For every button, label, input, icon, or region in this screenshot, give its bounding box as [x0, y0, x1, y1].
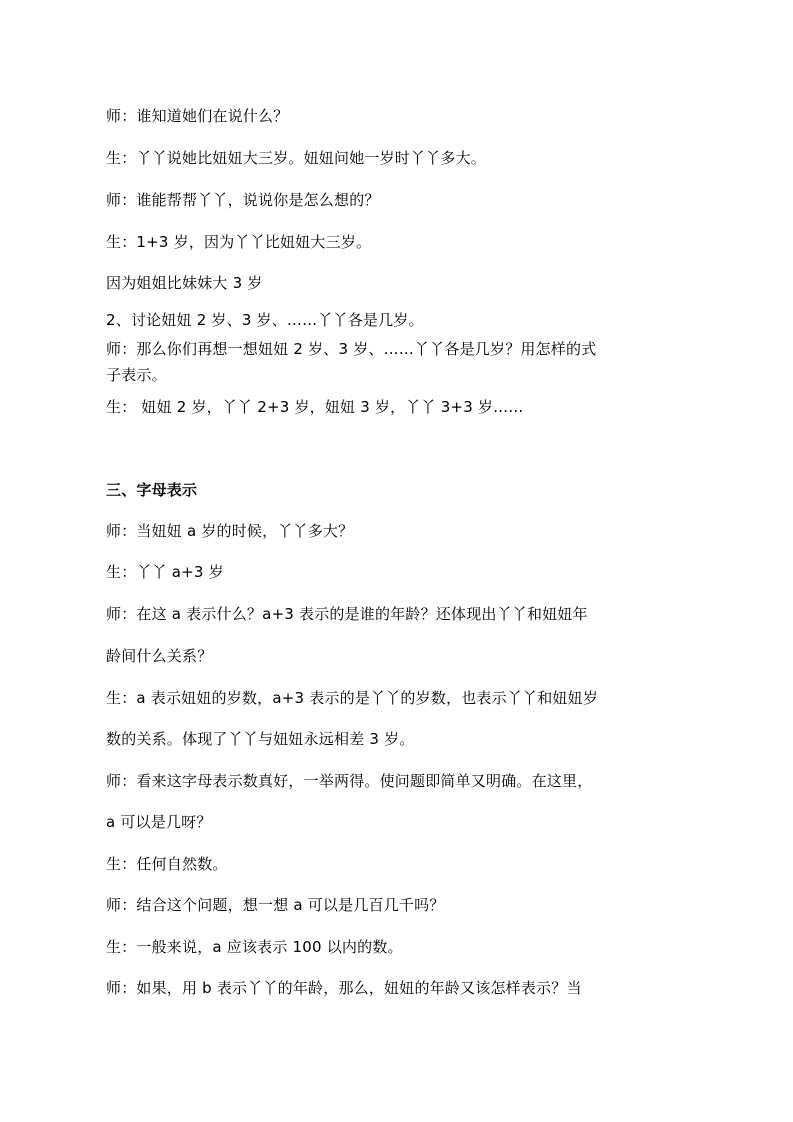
dialogue-line: 师：看来这字母表示数真好，一举两得。使问题即简单又明确。在这里， — [106, 772, 593, 790]
dialogue-line: 生：丫丫说她比妞妞大三岁。妞妞问她一岁时丫丫多大。 — [106, 149, 487, 167]
dialogue-line: 生：丫丫 a+3 岁 — [106, 563, 224, 581]
dialogue-line: 生：一般来说，a 应该表示 100 以内的数。 — [106, 938, 403, 956]
text-line: 因为姐姐比妹妹大 3 岁 — [106, 274, 263, 292]
section-heading: 三、字母表示 — [106, 481, 198, 499]
discussion-item: 2、讨论妞妞 2 岁、3 岁、……丫丫各是几岁。 — [106, 311, 424, 329]
dialogue-line: 师：那么你们再想一想妞妞 2 岁、3 岁、……丫丫各是几岁？用怎样的式 — [106, 340, 597, 358]
dialogue-line-continuation: a 可以是几呀？ — [106, 813, 212, 831]
dialogue-line: 师：谁知道她们在说什么？ — [106, 107, 289, 125]
dialogue-line-continuation: 龄间什么关系？ — [106, 647, 213, 665]
dialogue-line: 生：任何自然数。 — [106, 855, 228, 873]
dialogue-line: 师：结合这个问题，想一想 a 可以是几百几千吗？ — [106, 896, 445, 914]
dialogue-line: 生：1+3 岁，因为丫丫比妞妞大三岁。 — [106, 233, 372, 251]
dialogue-line: 师：当妞妞 a 岁的时候，丫丫多大？ — [106, 522, 354, 540]
dialogue-line: 生：a 表示妞妞的岁数，a+3 表示的是丫丫的岁数，也表示丫丫和妞妞岁 — [106, 689, 599, 707]
dialogue-line-continuation: 子表示。 — [106, 366, 167, 384]
dialogue-line: 师：谁能帮帮丫丫，说说你是怎么想的？ — [106, 191, 380, 209]
dialogue-line: 师：如果，用 b 表示丫丫的年龄，那么，妞妞的年龄又该怎样表示？当 — [106, 979, 582, 997]
dialogue-line-continuation: 数的关系。体现了丫丫与妞妞永远相差 3 岁。 — [106, 730, 415, 748]
dialogue-line: 师：在这 a 表示什么？a+3 表示的是谁的年龄？还体现出丫丫和妞妞年 — [106, 605, 588, 623]
dialogue-line: 生： 妞妞 2 岁，丫丫 2+3 岁，妞妞 3 岁，丫丫 3+3 岁…… — [106, 398, 524, 416]
